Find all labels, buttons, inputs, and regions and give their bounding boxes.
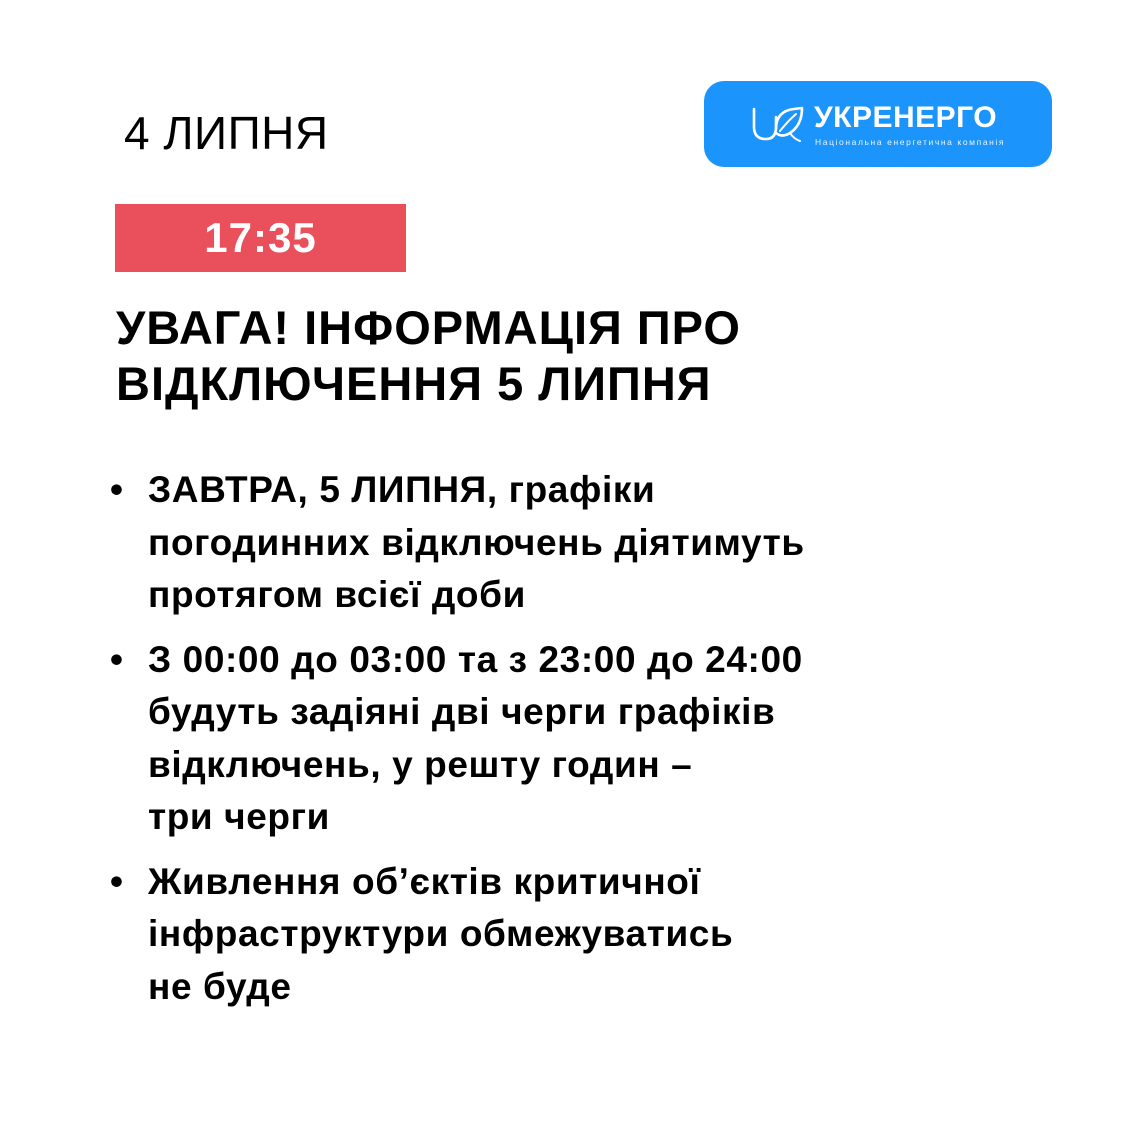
date-label: 4 ЛИПНЯ: [124, 107, 329, 159]
bullet-line: протягом всієї доби: [148, 574, 526, 615]
bullet-item: [110, 856, 1090, 1014]
headline-line: ВІДКЛЮЧЕННЯ 5 ЛИПНЯ: [116, 357, 712, 410]
time-label: 17:35: [204, 214, 317, 261]
bullet-line: відключень, у решту годин –: [148, 743, 693, 785]
logo-subtitle: Національна енергетична компанія: [815, 137, 1006, 147]
ukrenergo-logo-badge: [704, 81, 1052, 167]
bullet-line: ЗАВТРА, 5 ЛИПНЯ, графіки: [148, 469, 656, 510]
bullet-line: не буде: [148, 965, 292, 1007]
time-badge: [115, 204, 406, 272]
logo-name: УКРЕНЕРГО: [814, 101, 998, 134]
bullet-line: погодинних відключень діятимуть: [148, 521, 805, 563]
bullet-dot: •: [110, 860, 123, 902]
bullet-line: Живлення об’єктів критичної: [148, 860, 701, 902]
bullet-line: три черги: [148, 796, 330, 837]
bullet-item: [110, 464, 1090, 622]
bullet-dot: •: [110, 638, 123, 680]
headline-line: УВАГА! ІНФОРМАЦІЯ ПРО: [116, 301, 741, 354]
headline: [116, 300, 1016, 412]
bullet-line: будуть задіяні дві черги графіків: [148, 691, 776, 732]
bullet-list: [110, 464, 1090, 1025]
bullet-dot: •: [110, 469, 123, 510]
bullet-line: З 00:00 до 03:00 та з 23:00 до 24:00: [148, 638, 803, 680]
bullet-item: [110, 634, 1090, 844]
ukrenergo-logo-icon: [750, 103, 806, 145]
bullet-line: інфраструктури обмежуватись: [148, 913, 734, 954]
